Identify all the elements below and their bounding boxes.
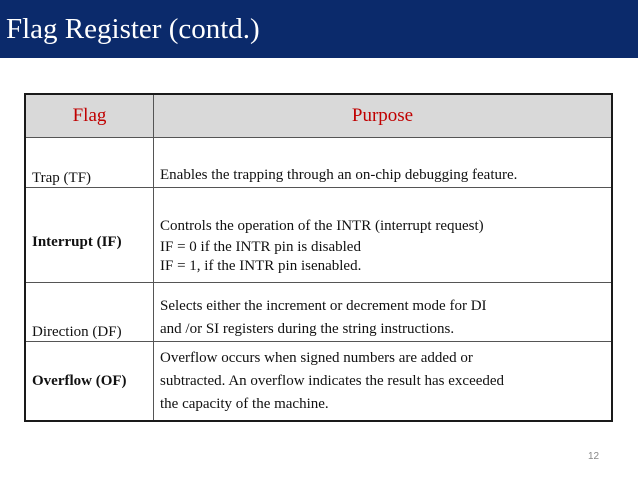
- purpose-line: IF = 1, if the INTR pin isenabled.: [160, 258, 362, 274]
- header-flag: Flag: [25, 94, 154, 138]
- table-row: [25, 342, 612, 422]
- purpose-line: Selects either the increment or decrement mode for DI: [160, 298, 487, 314]
- title-bar: [0, 0, 638, 58]
- flag-cell: Overflow (OF): [25, 342, 154, 422]
- table-header-row: [25, 94, 612, 138]
- purpose-line: Enables the trapping through an on-chip debugging feature.: [160, 167, 518, 183]
- flag-cell: Direction (DF): [25, 283, 154, 342]
- purpose-cell: [154, 283, 613, 342]
- purpose-line: subtracted. An overflow indicates the result has exceeded: [160, 372, 505, 389]
- flag-cell: Trap (TF): [25, 138, 154, 188]
- header-purpose: Purpose: [154, 94, 613, 138]
- purpose-line: Controls the operation of the INTR (interrupt request): [160, 218, 484, 234]
- purpose-line: the capacity of the machine.: [160, 395, 329, 412]
- purpose-line: and /or SI registers during the string instructions.: [160, 321, 455, 337]
- table-row: [25, 283, 612, 342]
- purpose-cell: [154, 188, 613, 283]
- purpose-cell: [154, 138, 613, 188]
- purpose-cell: [154, 342, 613, 422]
- page-number: 12: [588, 451, 600, 462]
- purpose-line: Overflow occurs when signed numbers are added or: [160, 349, 473, 366]
- table-row: [25, 138, 612, 188]
- table-row: [25, 188, 612, 283]
- flag-table: [24, 93, 613, 422]
- flag-cell: Interrupt (IF): [25, 188, 154, 283]
- slide-title: Flag Register (contd.): [6, 13, 260, 45]
- purpose-line: IF = 0 if the INTR pin is disabled: [160, 239, 361, 255]
